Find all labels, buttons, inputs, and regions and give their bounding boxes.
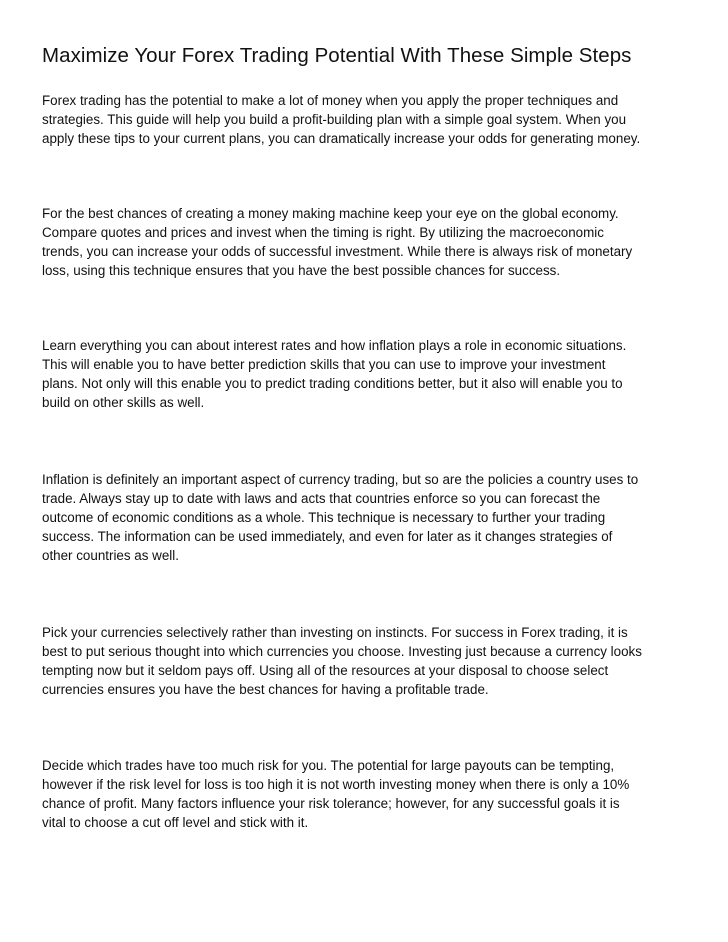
paragraph-line: For the best chances of creating a money making machine keep your eye on the global economy. — [42, 206, 619, 221]
paragraph-line: success. The information can be used immediately, and even for later as it changes strategies of — [42, 529, 613, 544]
paragraph-line: Compare quotes and prices and invest when the timing is right. By utilizing the macroeconomic — [42, 225, 604, 240]
paragraph-line: other countries as well. — [42, 548, 179, 563]
paragraph-line: vital to choose a cut off level and stick with it. — [42, 815, 309, 830]
paragraph-line: chance of profit. Many factors influence your risk tolerance; however, for any successful goals it is — [42, 796, 620, 811]
paragraph-line: however if the risk level for loss is too high it is not worth investing money when there is only a 10% — [42, 777, 630, 792]
paragraph-line: best to put serious thought into which currencies you choose. Investing just because a currency looks — [42, 644, 642, 659]
paragraph-line: trends, you can increase your odds of successful investment. While there is always risk of monetary — [42, 244, 633, 259]
paragraph-line: Inflation is definitely an important aspect of currency trading, but so are the policies a country uses to — [42, 472, 639, 487]
paragraph-line: strategies. This guide will help you build a profit-building plan with a simple goal system. When you — [42, 112, 627, 127]
paragraph-inflation-policies — [42, 470, 692, 565]
paragraph-line: apply these tips to your current plans, you can dramatically increase your odds for generating money. — [42, 131, 641, 146]
paragraph-line: outcome of economic conditions as a whole. This technique is necessary to further your trading — [42, 510, 606, 525]
document-title: Maximize Your Forex Trading Potential With These Simple Steps — [42, 44, 632, 67]
paragraph-pick-currencies — [42, 623, 692, 699]
paragraph-line: Pick your currencies selectively rather than investing on instincts. For success in Forex trading, it is — [42, 625, 628, 640]
paragraph-line: currencies ensures you have the best chances for having a profitable trade. — [42, 682, 489, 697]
paragraph-line: tempting now but it seldom pays off. Using all of the resources at your disposal to choose select — [42, 663, 609, 678]
paragraph-line: Learn everything you can about interest rates and how inflation plays a role in economic situations. — [42, 338, 627, 353]
paragraph-global-economy — [42, 204, 692, 280]
paragraph-line: build on other skills as well. — [42, 395, 205, 410]
paragraph-line: This will enable you to have better prediction skills that you can use to improve your investment — [42, 357, 606, 372]
paragraph-risk — [42, 756, 692, 832]
paragraph-line: plans. Not only will this enable you to predict trading conditions better, but it also will enable you to — [42, 376, 623, 391]
paragraph-line: Forex trading has the potential to make a lot of money when you apply the proper techniques and — [42, 93, 619, 108]
paragraph-line: loss, using this technique ensures that you have the best possible chances for success. — [42, 263, 561, 278]
paragraph-interest-rates — [42, 336, 692, 412]
paragraph-line: trade. Always stay up to date with laws and acts that countries enforce so you can forecast the — [42, 491, 601, 506]
paragraph-line: Decide which trades have too much risk for you. The potential for large payouts can be tempting, — [42, 758, 615, 773]
paragraph-intro — [42, 91, 692, 148]
